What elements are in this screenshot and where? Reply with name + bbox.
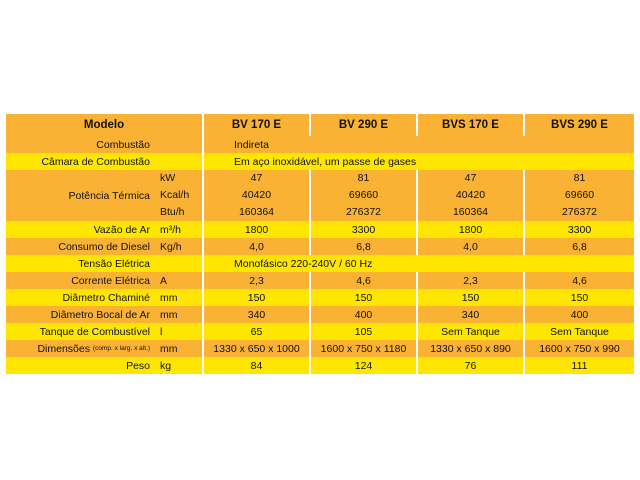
value: 276372 [561, 206, 598, 218]
value: 160364 [452, 206, 489, 218]
row-unit [152, 153, 204, 170]
row-label: Tanque de Combustível [39, 325, 150, 338]
value-bv170e: 84 [204, 357, 311, 374]
row-unit: mm [152, 340, 204, 357]
value-bv290e: 1600 x 750 x 1180 [311, 340, 418, 357]
value: 81 [573, 172, 586, 184]
value-bvs170e: 340 [418, 306, 525, 323]
row-label: Diâmetro Bocal de Ar [50, 308, 150, 321]
row-label: Consumo de Diesel [58, 240, 150, 253]
row-camara [6, 153, 634, 170]
header-row [6, 114, 634, 136]
row-span-value: Em aço inoxidável, um passe de gases [234, 155, 417, 168]
value: 47 [250, 172, 263, 184]
value-bvs290e: 3300 [567, 223, 592, 236]
value-bvs290e: Sem Tanque [550, 325, 609, 338]
row-label [6, 340, 152, 357]
value-bv170e: 65 [204, 323, 311, 340]
row-tanque [6, 323, 634, 340]
value-bvs170e: 1330 x 650 x 890 [418, 340, 525, 357]
value-bv290e [311, 170, 418, 221]
value-bv170e: 1330 x 650 x 1000 [204, 340, 311, 357]
value-bv290e: 4,6 [311, 272, 418, 289]
value: 69660 [348, 189, 379, 201]
row-chamine [6, 289, 634, 306]
value-bv170e: 340 [204, 306, 311, 323]
value-bvs290e: 6,8 [572, 240, 587, 253]
row-consumo [6, 238, 634, 255]
value: 47 [464, 172, 477, 184]
row-span-value: Indireta [234, 138, 270, 151]
value-bv170e: 2,3 [204, 272, 311, 289]
label-note: (comp. x larg. x alt.) [92, 345, 150, 352]
row-unit: kg [152, 357, 204, 374]
row-label: Diâmetro Chaminé [62, 291, 150, 304]
row-label: Vazão de Ar [93, 223, 150, 236]
row-span-value: Monofásico 220-240V / 60 Hz [234, 257, 373, 270]
value-bv290e: 400 [311, 306, 418, 323]
value-bv170e: 1800 [204, 221, 311, 238]
row-label: Câmara de Combustão [41, 155, 150, 168]
value-bvs170e: 76 [418, 357, 525, 374]
value: 276372 [345, 206, 382, 218]
row-dimensoes [6, 340, 634, 357]
row-label: Combustão [96, 138, 150, 151]
row-unit: Kg/h [152, 238, 204, 255]
value-bvs170e: 1800 [418, 221, 525, 238]
row-combustao [6, 136, 634, 153]
row-corrente [6, 272, 634, 289]
value-bvs170e: 4,0 [418, 238, 525, 255]
value-bvs170e: Sem Tanque [418, 323, 525, 340]
value-bvs290e: 1600 x 750 x 990 [539, 342, 620, 355]
model-bvs290e: BVS 290 E [551, 119, 608, 131]
value-bvs290e: 111 [571, 359, 588, 372]
value-bv290e: 105 [311, 323, 418, 340]
value-bv290e: 150 [311, 289, 418, 306]
unit: Kcal/h [160, 189, 190, 201]
row-unit: mm [152, 289, 204, 306]
value: 40420 [455, 189, 486, 201]
value: 69660 [564, 189, 595, 201]
row-label: Peso [126, 359, 150, 372]
model-bv290e: BV 290 E [311, 114, 418, 136]
row-label: Potência Térmica [68, 189, 150, 202]
value-bvs290e: 150 [570, 291, 589, 304]
value: 81 [357, 172, 370, 184]
row-potencia [6, 170, 634, 221]
row-peso [6, 357, 634, 374]
row-unit: mm [152, 306, 204, 323]
value-bvs170e [418, 170, 525, 221]
value-bv290e: 3300 [311, 221, 418, 238]
row-unit [152, 255, 204, 272]
row-unit [152, 136, 204, 153]
row-units [152, 170, 204, 221]
row-unit: A [152, 272, 204, 289]
model-bvs170e: BVS 170 E [418, 114, 525, 136]
value-bv170e: 4,0 [204, 238, 311, 255]
spec-table [6, 114, 634, 374]
row-unit: l [152, 323, 204, 340]
model-bv170e: BV 170 E [204, 114, 311, 136]
value: 40420 [241, 189, 272, 201]
row-label: Tensão Elétrica [78, 257, 150, 270]
value-bvs170e: 150 [418, 289, 525, 306]
row-bocal [6, 306, 634, 323]
row-vazao [6, 221, 634, 238]
row-label: Corrente Elétrica [71, 274, 150, 287]
value-bvs290e [525, 170, 634, 221]
value-bv170e: 150 [204, 289, 311, 306]
value-bv170e [204, 170, 311, 221]
value: 160364 [238, 206, 275, 218]
value-bv290e: 6,8 [311, 238, 418, 255]
value-bvs290e: 4,6 [572, 274, 587, 287]
row-unit: m³/h [152, 221, 204, 238]
value-bvs290e: 400 [570, 308, 589, 321]
value-bvs170e: 2,3 [418, 272, 525, 289]
label-text: Dimensões [37, 342, 90, 355]
model-header: Modelo [6, 114, 204, 136]
row-tensao [6, 255, 634, 272]
unit: kW [160, 172, 176, 184]
unit: Btu/h [160, 206, 185, 218]
value-bv290e: 124 [311, 357, 418, 374]
